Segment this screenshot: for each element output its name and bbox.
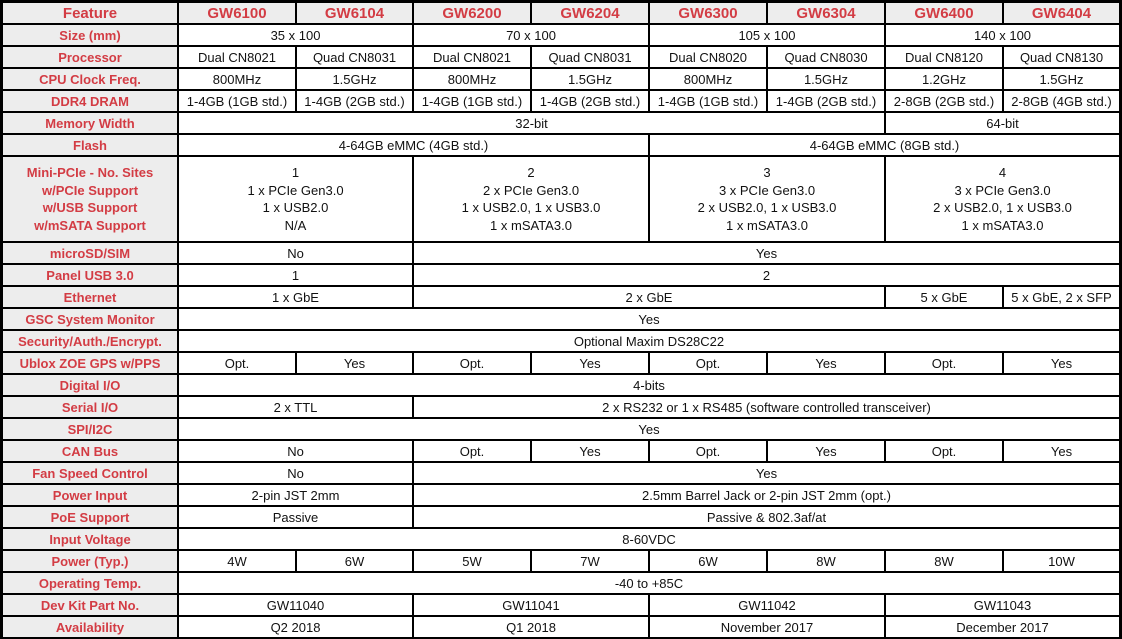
header-gw6200: GW6200: [413, 2, 531, 24]
header-gw6400: GW6400: [885, 2, 1003, 24]
cell-value: November 2017: [649, 616, 885, 638]
cell-value: 1.5GHz: [531, 68, 649, 90]
cell-value: Yes: [531, 440, 649, 462]
row-label-avail: Availability: [2, 616, 178, 638]
row-dram: [2, 90, 1120, 112]
label-line: w/PCIe Support: [41, 182, 139, 198]
row-temp: [2, 572, 1120, 594]
cell-value: 32-bit: [178, 112, 885, 134]
cell-value: 4-64GB eMMC (8GB std.): [649, 134, 1120, 156]
row-label-spi: SPI/I2C: [2, 418, 178, 440]
row-power: [2, 550, 1120, 572]
cell-value: Opt.: [885, 352, 1003, 374]
cell-value: 800MHz: [178, 68, 296, 90]
cell-value: 8W: [767, 550, 885, 572]
cell-value: Yes: [767, 352, 885, 374]
row-label-serial: Serial I/O: [2, 396, 178, 418]
row-gsc: [2, 308, 1120, 330]
cell-value: Dual CN8021: [178, 46, 296, 68]
header-gw6104: GW6104: [296, 2, 413, 24]
cell-value: Opt.: [649, 352, 767, 374]
cell-value: Dual CN8120: [885, 46, 1003, 68]
row-label-panelusb: Panel USB 3.0: [2, 264, 178, 286]
row-label-memwidth: Memory Width: [2, 112, 178, 134]
cell-value: 105 x 100: [649, 24, 885, 46]
row-label-security: Security/Auth./Encrypt.: [2, 330, 178, 352]
cell-value: 35 x 100: [178, 24, 413, 46]
cell-value: No: [178, 462, 413, 484]
cell-value: 1-4GB (2GB std.): [531, 90, 649, 112]
cell-value: 8W: [885, 550, 1003, 572]
header-row: [2, 2, 1120, 24]
cell-value: Yes: [178, 308, 1120, 330]
cell-value: 2 x TTL: [178, 396, 413, 418]
row-security: [2, 330, 1120, 352]
spec-table: [1, 1, 1121, 639]
cell-value: Yes: [296, 352, 413, 374]
row-label-clock: CPU Clock Freq.: [2, 68, 178, 90]
row-label-devkit: Dev Kit Part No.: [2, 594, 178, 616]
cell-value: No: [178, 440, 413, 462]
header-gw6300: GW6300: [649, 2, 767, 24]
row-gps: [2, 352, 1120, 374]
cell-value: No: [178, 242, 413, 264]
cell-value: Quad CN8130: [1003, 46, 1120, 68]
row-spi: [2, 418, 1120, 440]
cell-value: 5 x GbE: [885, 286, 1003, 308]
label-line: Mini-PCIe - No. Sites: [26, 165, 154, 180]
cell-value: 5 x GbE, 2 x SFP: [1003, 286, 1120, 308]
cell-value: 2-pin JST 2mm: [178, 484, 413, 506]
cell-value: 8-60VDC: [178, 528, 1120, 550]
cell-value: Yes: [767, 440, 885, 462]
cell-value: 1: [178, 264, 413, 286]
header-gw6100: GW6100: [178, 2, 296, 24]
row-size: [2, 24, 1120, 46]
cell-value: Quad CN8030: [767, 46, 885, 68]
row-label-flash: Flash: [2, 134, 178, 156]
cell-value: 1.5GHz: [296, 68, 413, 90]
cell-value: 6W: [649, 550, 767, 572]
cell-value: -40 to +85C: [178, 572, 1120, 594]
row-label-processor: Processor: [2, 46, 178, 68]
row-label-microsd: microSD/SIM: [2, 242, 178, 264]
cell-value: Quad CN8031: [531, 46, 649, 68]
cell-value: 6W: [296, 550, 413, 572]
cell-value: 1 1 x PCIe Gen3.0 1 x USB2.0 N/A: [178, 156, 413, 242]
cell-value: 4 3 x PCIe Gen3.0 2 x USB2.0, 1 x USB3.0 1 x mSATA3.0: [885, 156, 1120, 242]
row-label-minipcie: [2, 156, 178, 242]
cell-value: Opt.: [178, 352, 296, 374]
cell-value: Passive & 802.3af/at: [413, 506, 1120, 528]
cell-value: 140 x 100: [885, 24, 1120, 46]
cell-value: Passive: [178, 506, 413, 528]
label-line: w/mSATA Support: [34, 217, 146, 233]
row-can: [2, 440, 1120, 462]
cell-value: 4W: [178, 550, 296, 572]
row-label-dio: Digital I/O: [2, 374, 178, 396]
header-gw6404: GW6404: [1003, 2, 1120, 24]
header-gw6304: GW6304: [767, 2, 885, 24]
row-label-gsc: GSC System Monitor: [2, 308, 178, 330]
cell-value: Opt.: [413, 352, 531, 374]
row-avail: [2, 616, 1120, 638]
cell-value: 1-4GB (1GB std.): [413, 90, 531, 112]
row-label-size: Size (mm): [2, 24, 178, 46]
row-flash: [2, 134, 1120, 156]
cell-value: 2-8GB (4GB std.): [1003, 90, 1120, 112]
row-voltage: [2, 528, 1120, 550]
row-panelusb: [2, 264, 1120, 286]
row-label-voltage: Input Voltage: [2, 528, 178, 550]
cell-value: Optional Maxim DS28C22: [178, 330, 1120, 352]
row-ethernet: [2, 286, 1120, 308]
cell-value: 1.2GHz: [885, 68, 1003, 90]
cell-value: 2.5mm Barrel Jack or 2-pin JST 2mm (opt.): [413, 484, 1120, 506]
row-minipcie: [2, 156, 1120, 242]
cell-value: Yes: [413, 242, 1120, 264]
cell-value: Yes: [413, 462, 1120, 484]
row-devkit: [2, 594, 1120, 616]
cell-value: Yes: [1003, 352, 1120, 374]
cell-value: 1-4GB (2GB std.): [296, 90, 413, 112]
cell-value: 64-bit: [885, 112, 1120, 134]
cell-value: 1-4GB (1GB std.): [178, 90, 296, 112]
row-label-poe: PoE Support: [2, 506, 178, 528]
cell-value: Opt.: [885, 440, 1003, 462]
row-serial: [2, 396, 1120, 418]
cell-value: 1 x GbE: [178, 286, 413, 308]
row-fan: [2, 462, 1120, 484]
cell-value: 4-bits: [178, 374, 1120, 396]
row-label-temp: Operating Temp.: [2, 572, 178, 594]
row-dio: [2, 374, 1120, 396]
label-line: w/USB Support: [42, 200, 138, 215]
header-feature: Feature: [2, 2, 178, 24]
row-processor: [2, 46, 1120, 68]
cell-value: 1.5GHz: [1003, 68, 1120, 90]
cell-value: 4-64GB eMMC (4GB std.): [178, 134, 649, 156]
row-memwidth: [2, 112, 1120, 134]
cell-value: 2 x RS232 or 1 x RS485 (software controlled transceiver): [413, 396, 1120, 418]
cell-value: Yes: [1003, 440, 1120, 462]
cell-value: Yes: [178, 418, 1120, 440]
cell-value: 1-4GB (1GB std.): [649, 90, 767, 112]
cell-value: 3 3 x PCIe Gen3.0 2 x USB2.0, 1 x USB3.0 1 x mSATA3.0: [649, 156, 885, 242]
cell-value: 2-8GB (2GB std.): [885, 90, 1003, 112]
header-gw6204: GW6204: [531, 2, 649, 24]
row-label-ethernet: Ethernet: [2, 286, 178, 308]
cell-value: GW11042: [649, 594, 885, 616]
cell-value: Opt.: [649, 440, 767, 462]
cell-value: Q1 2018: [413, 616, 649, 638]
cell-value: 2 x GbE: [413, 286, 885, 308]
cell-value: December 2017: [885, 616, 1120, 638]
row-powerin: [2, 484, 1120, 506]
cell-value: Quad CN8031: [296, 46, 413, 68]
row-label-powerin: Power Input: [2, 484, 178, 506]
cell-value: 1-4GB (2GB std.): [767, 90, 885, 112]
row-label-gps: Ublox ZOE GPS w/PPS: [2, 352, 178, 374]
cell-value: Q2 2018: [178, 616, 413, 638]
cell-value: 800MHz: [649, 68, 767, 90]
cell-value: 2: [413, 264, 1120, 286]
cell-value: 2 2 x PCIe Gen3.0 1 x USB2.0, 1 x USB3.0 1 x mSATA3.0: [413, 156, 649, 242]
cell-value: Opt.: [413, 440, 531, 462]
cell-value: Dual CN8020: [649, 46, 767, 68]
row-clock: [2, 68, 1120, 90]
cell-value: 7W: [531, 550, 649, 572]
row-microsd: [2, 242, 1120, 264]
row-label-fan: Fan Speed Control: [2, 462, 178, 484]
row-label-dram: DDR4 DRAM: [2, 90, 178, 112]
cell-value: 10W: [1003, 550, 1120, 572]
cell-value: Dual CN8021: [413, 46, 531, 68]
row-label-can: CAN Bus: [2, 440, 178, 462]
cell-value: GW11043: [885, 594, 1120, 616]
row-poe: [2, 506, 1120, 528]
cell-value: GW11041: [413, 594, 649, 616]
cell-value: Yes: [531, 352, 649, 374]
cell-value: GW11040: [178, 594, 413, 616]
cell-value: 1.5GHz: [767, 68, 885, 90]
row-label-power: Power (Typ.): [2, 550, 178, 572]
cell-value: 800MHz: [413, 68, 531, 90]
cell-value: 70 x 100: [413, 24, 649, 46]
cell-value: 5W: [413, 550, 531, 572]
